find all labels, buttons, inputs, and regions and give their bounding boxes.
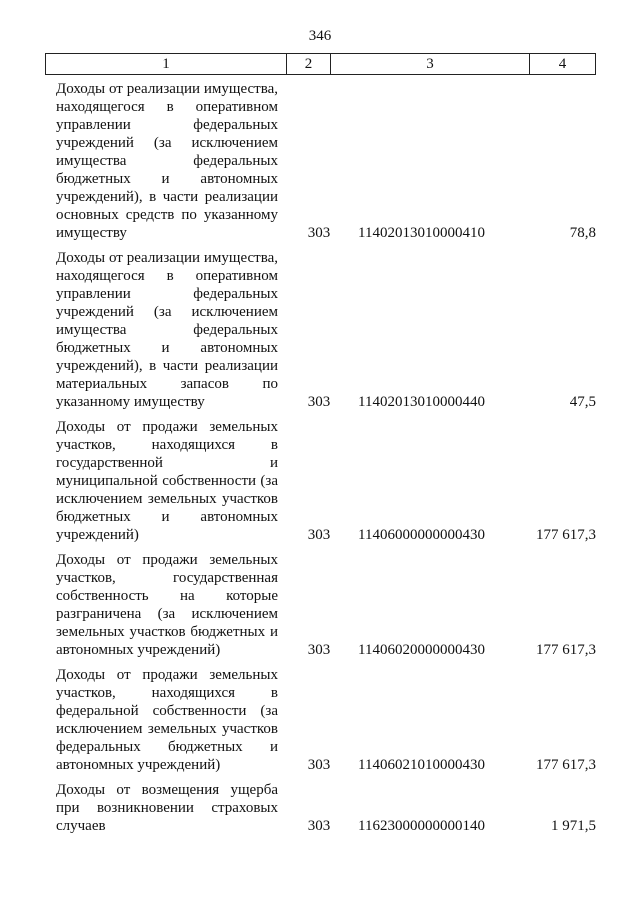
- row-amount: 177 617,3: [536, 642, 596, 658]
- row-code: 303: [307, 818, 331, 834]
- row-description: Доходы от продажи земельных участков, государственная собственность на которые разграничена (за исключением земельных участков бюджетных и автономных учреждений): [56, 552, 278, 658]
- row-code: 303: [307, 527, 331, 543]
- page-number: 346: [308, 28, 332, 44]
- table-row: [56, 781, 596, 835]
- row-code: 303: [307, 757, 331, 773]
- table-header: [45, 53, 596, 75]
- row-description: Доходы от реализации имущества, находящегося в оперативном управлении федеральных учреждений (за исключением имущества федеральных бюджетных и автономных учреждений), в части реализации основных средств по указанному имуществу: [56, 81, 278, 241]
- column-header-3: 3: [330, 54, 529, 74]
- row-code: 303: [307, 394, 331, 410]
- table-body: [56, 80, 596, 842]
- row-description: Доходы от реализации имущества, находящегося в оперативном управлении федеральных учреждений (за исключением имущества федеральных бюджетных и автономных учреждений), в части реализации материальных запасов по указанному имуществу: [56, 250, 278, 410]
- row-amount: 78,8: [569, 225, 596, 241]
- table-row: [56, 551, 596, 659]
- row-kbk: 11402013010000440: [358, 394, 485, 410]
- row-kbk: 11406020000000430: [358, 642, 485, 658]
- row-kbk: 11623000000000140: [358, 818, 485, 834]
- table-row: [56, 80, 596, 242]
- table-row: [56, 666, 596, 774]
- row-amount: 177 617,3: [536, 527, 596, 543]
- row-description: Доходы от возмещения ущерба при возникновении страховых случаев: [56, 782, 278, 834]
- column-header-2: 2: [286, 54, 330, 74]
- row-code: 303: [307, 225, 331, 241]
- column-header-4: 4: [529, 54, 595, 74]
- row-code: 303: [307, 642, 331, 658]
- row-kbk: 11406000000000430: [358, 527, 485, 543]
- row-kbk: 11406021010000430: [358, 757, 485, 773]
- column-header-1: 1: [162, 55, 170, 72]
- row-amount: 47,5: [569, 394, 596, 410]
- table-row: [56, 249, 596, 411]
- table-row: [56, 418, 596, 544]
- row-amount: 177 617,3: [536, 757, 596, 773]
- row-description: Доходы от продажи земельных участков, находящихся в федеральной собственности (за исключением земельных участков федеральных бюджетных и автономных учреждений): [56, 667, 278, 773]
- row-kbk: 11402013010000410: [358, 225, 485, 241]
- row-description: Доходы от продажи земельных участков, находящихся в государственной и муниципальной собственности (за исключением земельных участков бюджетных и автономных учреждений): [56, 419, 278, 543]
- row-amount: 1 971,5: [551, 818, 596, 834]
